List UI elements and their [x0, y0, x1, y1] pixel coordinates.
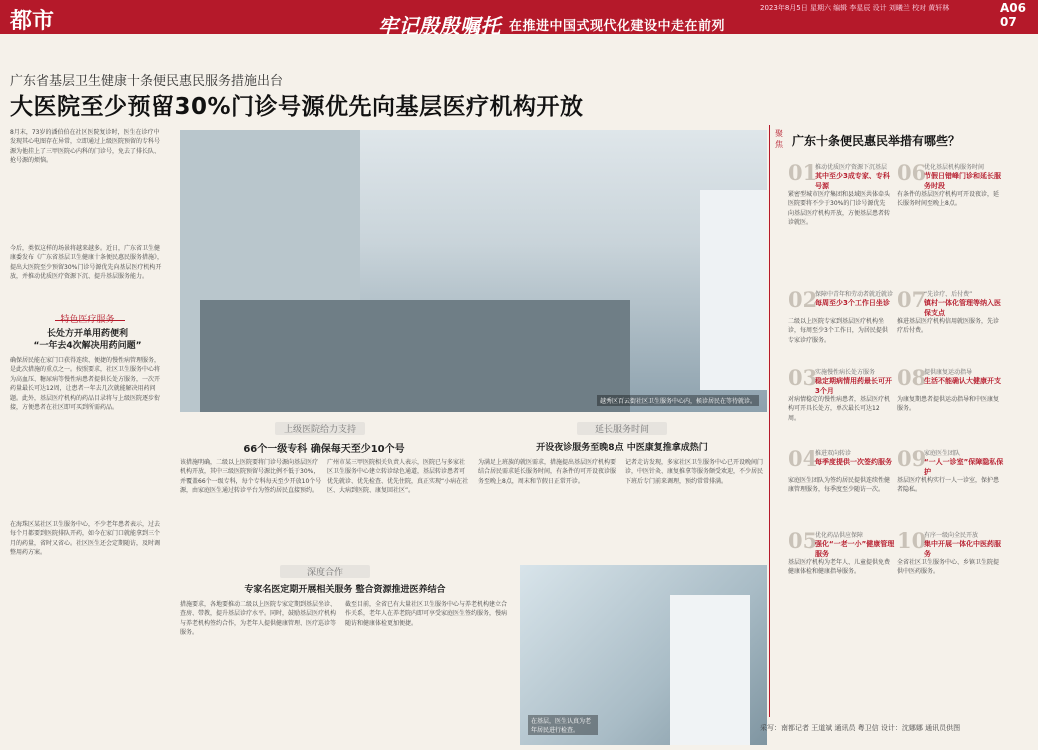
measure-category: 保障中青年和劳动者就近就诊 [815, 291, 894, 298]
column-7-body: 截至目前，全省已有大量社区卫生服务中心与养老机构建立合作关系，老年人在养老院内即可享受家庭医生签约服务，慢病随访和健康体检更加便捷。 [345, 601, 508, 627]
slogan-banner [378, 10, 725, 39]
measure-body: 基层医疗机构为老年人、儿童提供免费健康体检和健康指导服务。 [788, 559, 890, 576]
measure-number: 02 [788, 287, 818, 312]
intro-paragraph-2: 今后，类似这样的场景将越来越多。近日，广东省卫生健康委发布《广东省基层卫生健康十条便民惠民服务措施》，提出大医院至少预留30%门诊号源优先向基层医疗机构开放，并推动优质医疗资源下沉、提升基层服务能力。 [10, 245, 164, 281]
measure-number: 07 [897, 287, 927, 312]
measure-number: 05 [788, 528, 818, 553]
slogan-text: 在推进中国式现代化建设中走在前列 [509, 19, 726, 34]
photo-caption-2: 在基层，医生认真为老年居民进行检查。 [528, 715, 598, 735]
measure-title: 稳定期病情用药最长可开3个月 [815, 377, 892, 395]
measure-category: 提供康复运动指导 [924, 369, 973, 376]
column-4-body: 为满足上班族的就医需求，措施提出基层医疗机构要结合居民需求延长服务时间，有条件的可开设夜诊服务至晚上8点，周末和节假日正常开诊。 [478, 459, 617, 485]
column-1-body-2: 在海珠区某社区卫生服务中心，不少老年患者表示，过去每个月都要到医院排队开药，如今在家门口就能拿到三个月的药量，省时又省心。社区医生还会定期随访，及时调整用药方案。 [10, 521, 161, 557]
slogan-cursive: 牢记殷殷嘱托 [378, 14, 501, 38]
measure-body: 有条件的基层医疗机构可开设夜诊，延长服务时间至晚上8点。 [897, 191, 999, 208]
measure-category: 有序一级向全民开放 [924, 532, 979, 539]
measure-category: 优化药品供应保障 [815, 532, 864, 539]
subsection-title-4: 专家名医定期开展相关服务 整合资源推进医养结合 [244, 585, 446, 595]
headline: 大医院至少预留30%门诊号源优先向基层医疗机构开放 [10, 94, 584, 120]
measure-body: 家庭医生团队为签约居民提供连续性健康管理服务，每季度至少随访一次。 [788, 477, 890, 494]
measure-title: 镇村一体化管理等纳入医保支点 [924, 299, 1001, 317]
measure-number: 04 [788, 446, 818, 471]
doctor-exam-photo [520, 565, 767, 745]
measure-category: 推动优质医疗资源下沉基层 [815, 164, 888, 171]
measure-body: 为康复期患者提供运动指导和中医康复服务。 [897, 396, 999, 413]
measure-title: 每周至少3个工作日坐诊 [815, 299, 890, 307]
lead-line: 广东省基层卫生健康十条便民惠民服务措施出台 [10, 74, 284, 89]
measure-number: 01 [788, 160, 818, 185]
subsection-title-3: 开设夜诊服务至晚8点 中医康复推拿成热门 [536, 443, 708, 453]
sidebar-title: 广东十条便民惠民举措有哪些？ [792, 134, 961, 148]
measure-title: 每季度提供一次签约服务 [815, 458, 892, 466]
measure-title: 生活不能确认大健康开支 [924, 377, 1001, 385]
measure-category: 实施慢性病长处方服务 [815, 369, 876, 376]
measure-body: 全省社区卫生服务中心、乡镇卫生院提供中医药服务。 [897, 559, 999, 576]
subsection-tag-2: 上级医院给力支持 [275, 422, 365, 435]
measure-number: 03 [788, 365, 818, 390]
clinic-waiting-photo [180, 130, 767, 412]
measure-number: 06 [897, 160, 927, 185]
subsection-title-2: 66个一级专科 确保每天至少10个号 [243, 444, 405, 455]
measure-body: 推进基层医疗机构信用就医服务，先诊疗后付费。 [897, 318, 999, 335]
measure-title: “一人一诊室”保障隐私保护 [924, 458, 1004, 476]
subsection-tag-3: 延长服务时间 [577, 422, 667, 435]
subsection-tag-1: 特色医疗服务 [60, 315, 115, 325]
measure-category: 优化基层机构服务时间 [924, 164, 985, 171]
measure-title: 其中至少3成专家、专科号源 [815, 172, 890, 190]
intro-paragraph: 8月末，73岁的潘伯伯在社区医院复诊时，医生在诊疗中发现其心电图存在异常，立即通过上级医院预留的专科号源为他挂上了三甲医院心内科的门诊号，免去了排长队、抢号源的烦恼。 [10, 129, 161, 165]
subsection-tag-4: 深度合作 [280, 565, 370, 578]
column-1-body: 确保居民能在家门口获得连续、便捷的慢性病管理服务，是此次措施的重点之一。按照要求，社区卫生服务中心将为高血压、糖尿病等慢性病患者提供长处方服务，一次开药量最长可达12周，让患者一年去几次就能解决用药问题。此外，基层医疗机构的药品目录将与上级医院逐步衔接，方便患者在社区即可买到所需药品。 [10, 357, 161, 412]
column-5-body: 记者走访发现，多家社区卫生服务中心已开设晚间门诊，中医针灸、康复推拿等服务颇受欢迎，不少居民下班后专门前来调理，预约常常排满。 [625, 459, 764, 485]
measure-body: 对病情稳定的慢性病患者，基层医疗机构可开具长处方，单次最长可达12周。 [788, 396, 890, 422]
sidebar-divider [769, 125, 770, 717]
measure-number: 09 [897, 446, 927, 471]
column-6-body: 措施要求，各地要推动二级以上医院专家定期到基层坐诊、查房、带教，提升基层诊疗水平。同时，鼓励基层医疗机构与养老机构签约合作，为老年人提供健康管理、医疗巡诊等服务。 [180, 601, 337, 637]
measure-title: 强化“一老一小”健康管理服务 [815, 540, 895, 558]
measure-body: 二级以上医院专家到基层医疗机构坐诊，每周至少3个工作日，为居民提供专家诊疗服务。 [788, 318, 888, 344]
photo-caption-1: 越秀区百云街社区卫生服务中心内，候诊居民在等待就诊。 [597, 395, 759, 406]
issue-meta: 2023年8月5日 星期六 编辑 李星辰 设计 刘曦兰 校对 黄轩林 [760, 4, 950, 12]
measure-body: 基层医疗机构实行一人一诊室，保护患者隐私。 [897, 477, 999, 494]
subsection-title-1: 长处方开单用药便利 “一年去4次解决用药问题” [33, 329, 142, 351]
measure-category: “先诊疗、后付费” [924, 291, 973, 298]
column-2-body: 该措施明确，二级以上医院要将门诊号源向基层医疗机构开放，其中三级医院预留号源比例不低于30%，并覆盖66个一级专科，每个专科每天至少开放10个号源，由家庭医生通过转诊平台为签约居民直接预约。 [180, 459, 322, 495]
measure-body: 紧密型城市医疗集团和县域医共体牵头医院要将不少于30%的门诊号源优先向基层医疗机构开放，方便基层患者转诊就医。 [788, 191, 890, 227]
measure-title: 节假日错峰门诊和延长服务时段 [924, 172, 1001, 190]
page-number: A06 07 [1000, 1, 1026, 29]
measure-category: 家庭医生团队 [924, 450, 961, 457]
credits: 采写：南都记者 王道斌 通讯员 粤卫信 设计：沈娜娜 通讯员供图 [760, 724, 961, 732]
measure-number: 08 [897, 365, 927, 390]
section-title: 都市 [10, 9, 55, 34]
measure-title: 集中开展一体化中医药服务 [924, 540, 1001, 558]
measure-number: 10 [897, 528, 927, 553]
column-3-body: 广州市某三甲医院相关负责人表示，医院已与多家社区卫生服务中心建立转诊绿色通道，基层转诊患者可优先就诊、优先检查、优先住院，真正实现“小病在社区、大病到医院、康复回社区”。 [327, 459, 469, 495]
measure-category: 推进双向转诊 [815, 450, 852, 457]
sidebar-label: 聚焦 [775, 129, 783, 149]
